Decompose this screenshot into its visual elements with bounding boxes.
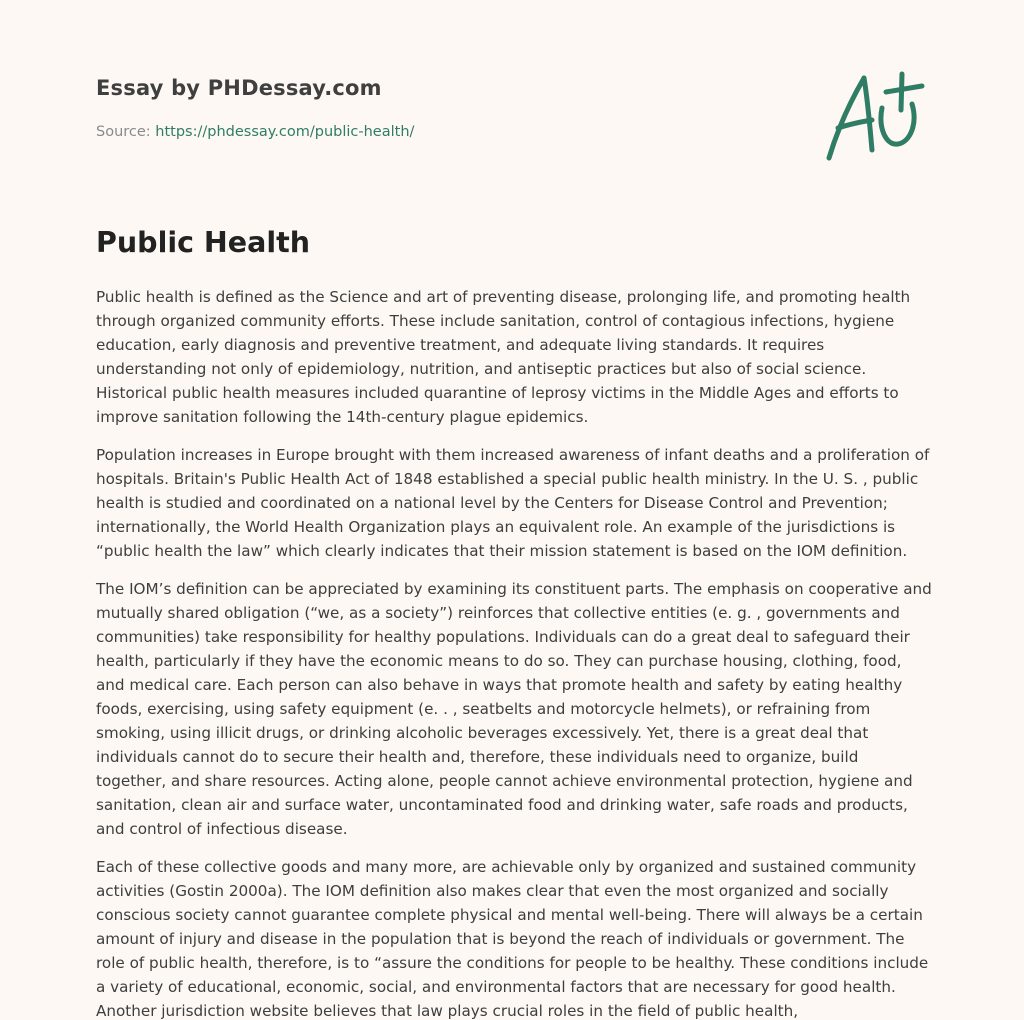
source-label: Source:: [96, 124, 156, 140]
article-paragraph: Each of these collective goods and many more, are achievable only by organized and sustained community activities (Gostin 2000a). The IOM definition also makes clear that even the most organized and socially conscious society cannot guarantee complete physical and mental well-being. There will always be a certain amount of injury and disease in the population that is beyond the reach of individuals or government. The role of public health, therefore, is to “assure the conditions for people to be healthy. These conditions include a variety of educational, economic, social, and environmental factors that are necessary for good health. Another jurisdiction website believes that law plays crucial roles in the field of public health,: [96, 858, 929, 1020]
article-paragraph: The IOM’s definition can be appreciated by examining its constituent parts. The emphasis on cooperative and mutually shared obligation (“we, as a society”) reinforces that collective entities (e. g. , governments and communities) take responsibility for healthy populations. Individuals can do a great deal to safeguard their health, particularly if they have the economic means to do so. They can purchase housing, clothing, food, and medical care. Each person can also behave in ways that promote health and safety by eating healthy foods, exercising, using safety equipment (e. . , seatbelts and motorcycle helmets), or refraining from smoking, using illicit drugs, or drinking alcoholic beverages excessively. Yet, there is a great deal that individuals cannot do to secure their health and, therefore, these individuals need to organize, build together, and share resources. Acting alone, people cannot achieve environmental protection, hygiene and sanitation, clean air and surface water, uncontaminated food and drinking water, safe roads and products, and control of infectious disease.: [96, 580, 932, 838]
source-link[interactable]: https://phdessay.com/public-health/: [155, 124, 415, 140]
source-line: [96, 124, 414, 140]
article-paragraph: Public health is defined as the Science and art of preventing disease, prolonging life, and promoting health through organized community efforts. These include sanitation, control of contagious infections, hygiene education, early diagnosis and preventive treatment, and adequate living standards. It requires understanding not only of epidemiology, nutrition, and antiseptic practices but also of social science. Historical public health measures included quarantine of leprosy victims in the Middle Ages and efforts to improve sanitation following the 14th-century plague epidemics.: [96, 288, 911, 426]
article-paragraph: Population increases in Europe brought with them increased awareness of infant deaths and a proliferation of hospitals. Britain's Public Health Act of 1848 established a special public health ministry. In the U. S. , public health is studied and coordinated on a national level by the Centers for Disease Control and Prevention; internationally, the World Health Organization plays an equivalent role. An example of the jurisdictions is “public health the law” which clearly indicates that their mission statement is based on the IOM definition.: [96, 446, 930, 560]
site-brand: Essay by PHDessay.com: [96, 76, 382, 100]
a-plus-grade-icon: [820, 66, 930, 166]
page-title: Public Health: [96, 226, 311, 259]
article-body: [96, 285, 932, 1020]
